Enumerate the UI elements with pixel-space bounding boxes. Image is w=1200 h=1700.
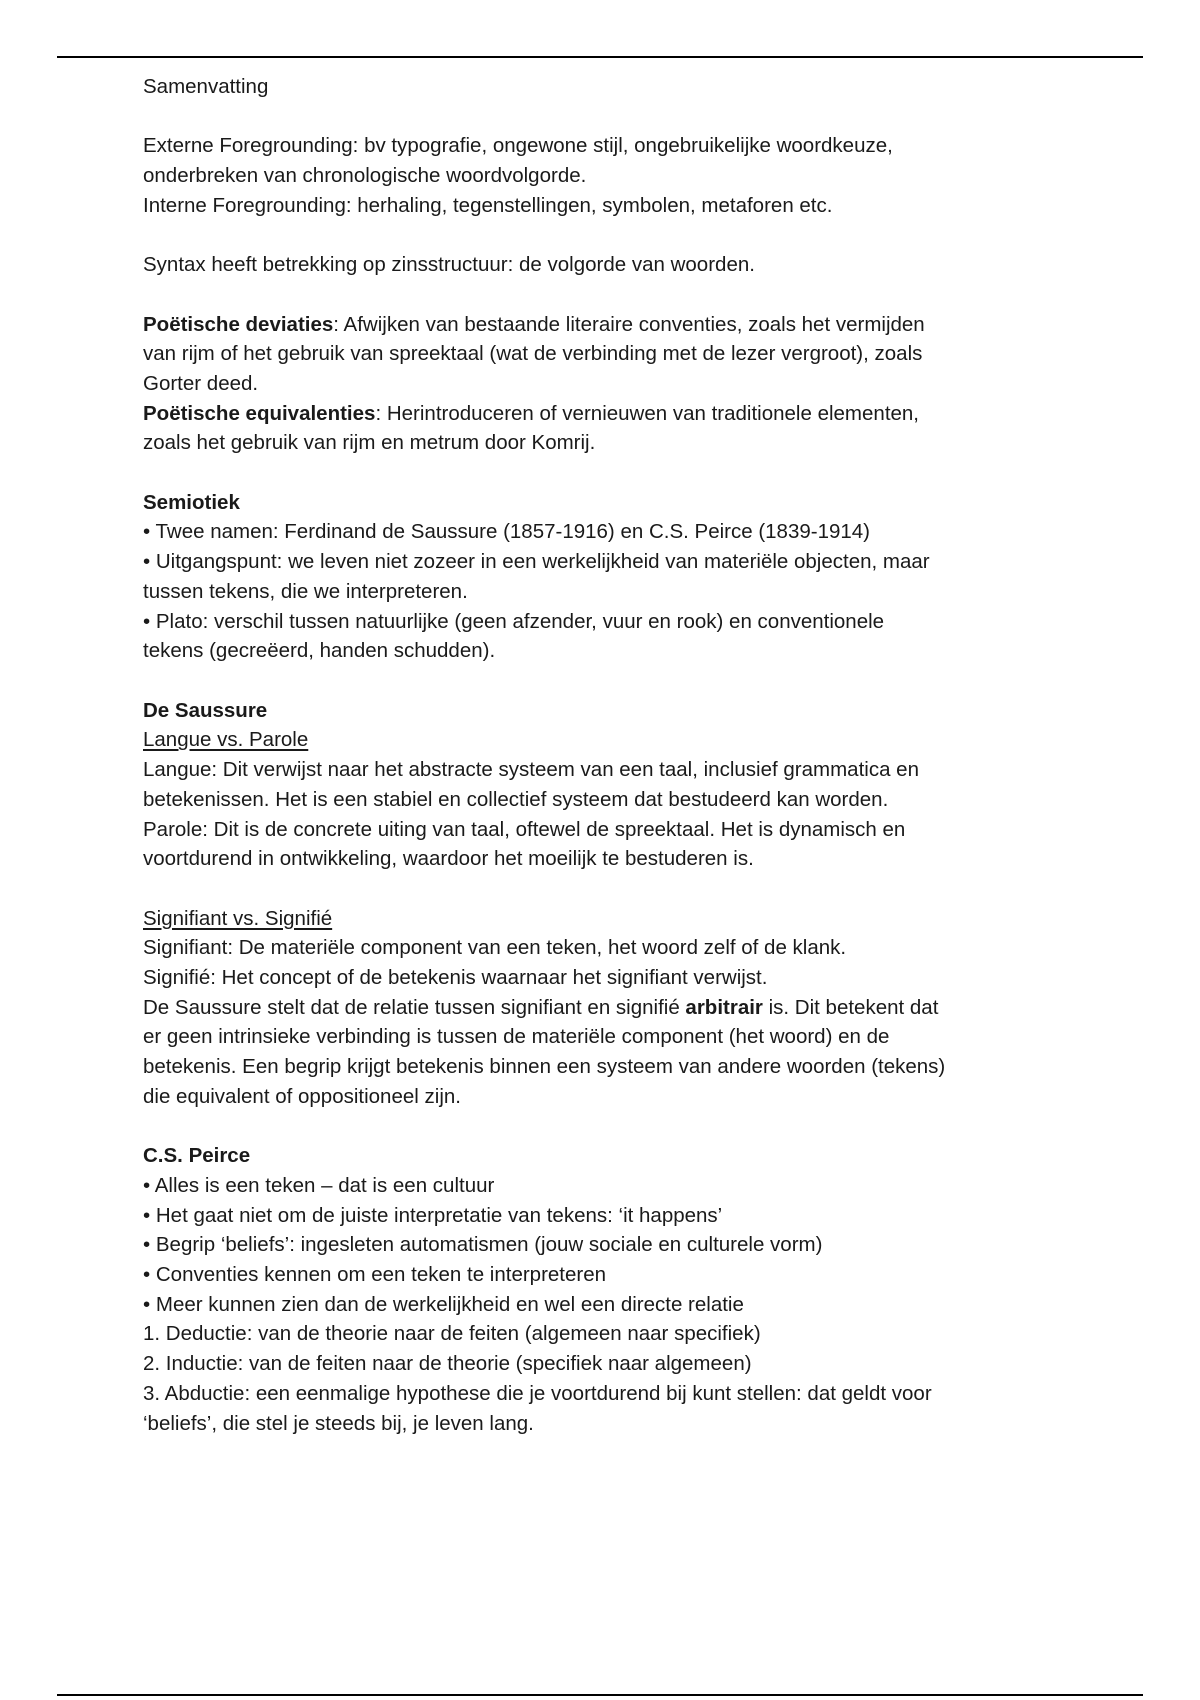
langue-parole-subheading-text: Langue vs. Parole xyxy=(143,728,309,752)
peirce-numbered-2: 2. Inductie: van de feiten naar de theorie (specifiek naar algemeen) xyxy=(143,1352,752,1376)
arbitrair-term: arbitrair xyxy=(685,995,763,1019)
peirce-heading: C.S. Peirce xyxy=(143,1144,251,1168)
peirce-bullet-2: • Het gaat niet om de juiste interpretatie van tekens: ‘it happens’ xyxy=(143,1203,723,1227)
saussure-heading: De Saussure xyxy=(143,698,268,722)
poetische-equivalenties-line-1 xyxy=(143,399,1073,429)
arbitrair-pre-text: De Saussure stelt dat de relatie tussen signifiant en signifié xyxy=(143,995,686,1019)
syntax-line: Syntax heeft betrekking op zinsstructuur: de volgorde van woorden. xyxy=(143,253,755,277)
parole-line-2: voortdurend in ontwikkeling, waardoor het moeilijk te bestuderen is. xyxy=(143,847,754,871)
signifiant-signifie-subheading xyxy=(143,904,1073,934)
poetische-equivalenties-text: : Herintroduceren of vernieuwen van traditionele elementen, xyxy=(375,401,920,425)
poetische-deviaties-text: : Afwijken van bestaande literaire conventies, zoals het vermijden xyxy=(333,312,925,336)
arbitrair-line-2: er geen intrinsieke verbinding is tussen de materiële component (het woord) en de xyxy=(143,1025,890,1049)
peirce-numbered-3-line-1: 3. Abductie: een eenmalige hypothese die je voortdurend bij kunt stellen: dat geldt voor xyxy=(143,1381,932,1405)
semiotiek-bullet-2-line-2: tussen tekens, die we interpreteren. xyxy=(143,579,468,603)
semiotiek-bullet-2-line-1: • Uitgangspunt: we leven niet zozeer in een werkelijkheid van materiële objecten, maar xyxy=(143,550,930,574)
top-rule xyxy=(57,56,1143,58)
spacer xyxy=(143,874,1073,904)
poetische-deviaties-line-3: Gorter deed. xyxy=(143,371,259,395)
langue-line-1: Langue: Dit verwijst naar het abstracte systeem van een taal, inclusief grammatica en xyxy=(143,758,919,782)
foregrounding-extern-line-2: onderbreken van chronologische woordvolgorde. xyxy=(143,164,587,188)
peirce-bullet-3: • Begrip ‘beliefs’: ingesleten automatismen (jouw sociale en culturele vorm) xyxy=(143,1233,823,1257)
bottom-rule xyxy=(57,1694,1143,1696)
peirce-bullet-4: • Conventies kennen om een teken te interpreteren xyxy=(143,1263,607,1287)
page-title: Samenvatting xyxy=(143,75,269,98)
arbitrair-line-1 xyxy=(143,993,1073,1023)
poetische-equivalenties-term: Poëtische equivalenties xyxy=(143,401,376,425)
foregrounding-extern-line-1: Externe Foregrounding: bv typografie, ongewone stijl, ongebruikelijke woordkeuze, xyxy=(143,134,893,158)
arbitrair-line-3: betekenis. Een begrip krijgt betekenis binnen een systeem van andere woorden (tekens) xyxy=(143,1055,946,1079)
spacer xyxy=(143,666,1073,696)
spacer xyxy=(143,221,1073,251)
foregrounding-intern-line: Interne Foregrounding: herhaling, tegenstellingen, symbolen, metaforen etc. xyxy=(143,193,833,217)
peirce-numbered-3-line-2: ‘beliefs’, die stel je steeds bij, je leven lang. xyxy=(143,1411,534,1435)
arbitrair-line-4: die equivalent of oppositioneel zijn. xyxy=(143,1084,461,1108)
signifiant-line: Signifiant: De materiële component van een teken, het woord zelf of de klank. xyxy=(143,936,847,960)
peirce-bullet-5: • Meer kunnen zien dan de werkelijkheid en wel een directe relatie xyxy=(143,1292,744,1316)
spacer xyxy=(143,1112,1073,1142)
parole-line-1: Parole: Dit is de concrete uiting van taal, oftewel de spreektaal. Het is dynamisch en xyxy=(143,817,906,841)
poetische-equivalenties-line-2: zoals het gebruik van rijm en metrum door Komrij. xyxy=(143,431,596,455)
document-page xyxy=(143,72,1073,1438)
peirce-numbered-1: 1. Deductie: van de theorie naar de feiten (algemeen naar specifiek) xyxy=(143,1322,761,1346)
semiotiek-bullet-3-line-2: tekens (gecreëerd, handen schudden). xyxy=(143,639,496,663)
spacer xyxy=(143,280,1073,310)
spacer xyxy=(143,102,1073,132)
langue-line-2: betekenissen. Het is een stabiel en collectief systeem dat bestudeerd kan worden. xyxy=(143,787,889,811)
poetische-deviaties-line-2: van rijm of het gebruik van spreektaal (wat de verbinding met de lezer vergroot), zoals xyxy=(143,342,923,366)
langue-parole-subheading xyxy=(143,725,1073,755)
semiotiek-bullet-3-line-1: • Plato: verschil tussen natuurlijke (geen afzender, vuur en rook) en conventionele xyxy=(143,609,885,633)
peirce-bullet-1: • Alles is een teken – dat is een cultuur xyxy=(143,1173,495,1197)
signifie-line: Signifié: Het concept of de betekenis waarnaar het signifiant verwijst. xyxy=(143,966,768,989)
spacer xyxy=(143,458,1073,488)
semiotiek-bullet-1: • Twee namen: Ferdinand de Saussure (1857-1916) en C.S. Peirce (1839-1914) xyxy=(143,520,871,544)
signifiant-signifie-subheading-text: Signifiant vs. Signifié xyxy=(143,906,333,930)
poetische-deviaties-line-1 xyxy=(143,310,1073,340)
poetische-deviaties-term: Poëtische deviaties xyxy=(143,312,334,336)
arbitrair-post-text: is. Dit betekent dat xyxy=(762,995,939,1019)
semiotiek-heading: Semiotiek xyxy=(143,490,240,514)
